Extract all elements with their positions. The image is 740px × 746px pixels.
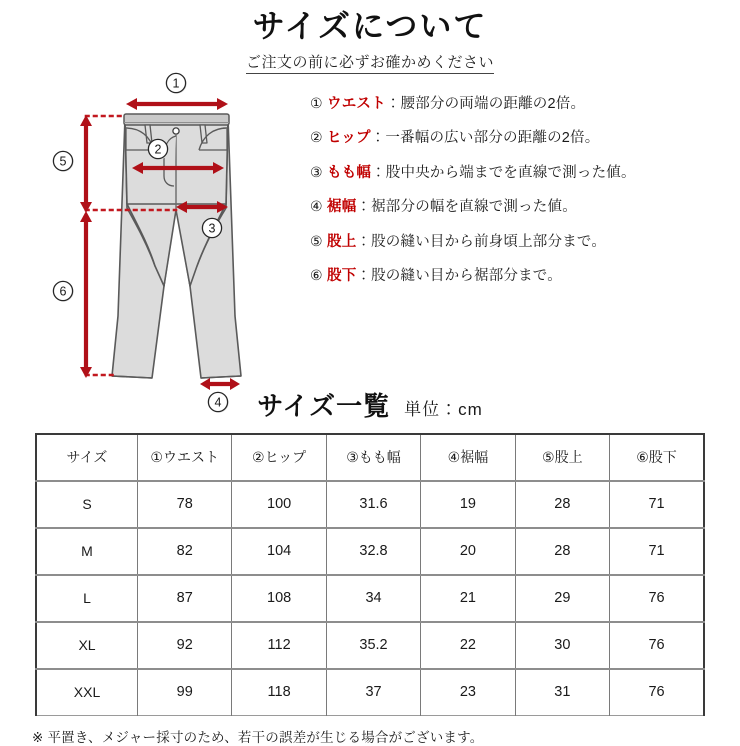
jeans-diagram bbox=[40, 76, 320, 410]
size-table-body bbox=[36, 481, 704, 716]
marker-6 bbox=[53, 281, 73, 301]
cell-thigh: 34 bbox=[326, 575, 420, 622]
cell-thigh: 32.8 bbox=[326, 528, 420, 575]
cell-inseam: 76 bbox=[610, 575, 704, 622]
size-table-unit: 単位：cm bbox=[404, 399, 483, 419]
legend-number-5: ⑤ bbox=[310, 232, 323, 249]
legend-item-inseam bbox=[310, 268, 730, 284]
cell-hem: 22 bbox=[421, 622, 515, 669]
cell-rise: 29 bbox=[515, 575, 609, 622]
cell-rise: 28 bbox=[515, 528, 609, 575]
cell-hem: 20 bbox=[421, 528, 515, 575]
cell-hem: 19 bbox=[421, 481, 515, 528]
cell-size: XL bbox=[36, 622, 138, 669]
cell-size: XXL bbox=[36, 669, 138, 716]
arrowhead-rise-top bbox=[80, 115, 92, 126]
legend-term-hip: ヒップ bbox=[327, 130, 371, 147]
legend-term-thigh: もも幅 bbox=[327, 164, 372, 181]
marker-5 bbox=[53, 151, 73, 171]
cell-waist: 99 bbox=[138, 669, 232, 716]
col-header-hem: ④裾幅 bbox=[421, 434, 515, 481]
cell-rise: 31 bbox=[515, 669, 609, 716]
cell-waist: 92 bbox=[138, 622, 232, 669]
cell-thigh: 31.6 bbox=[326, 481, 420, 528]
col-header-hip: ②ヒップ bbox=[232, 434, 326, 481]
cell-waist: 82 bbox=[138, 528, 232, 575]
page-title: サイズについて bbox=[252, 8, 488, 44]
size-table-wrapper bbox=[35, 433, 705, 716]
legend-desc-thigh: ：股中央から端までを直線で測った値。 bbox=[371, 164, 636, 181]
cell-rise: 28 bbox=[515, 481, 609, 528]
legend-item-rise bbox=[310, 234, 730, 250]
page-subtitle-wrap bbox=[0, 45, 740, 74]
cell-size: L bbox=[36, 575, 138, 622]
cell-hem: 21 bbox=[421, 575, 515, 622]
measurement-footnote: ※ 平置き、メジャー採寸のため、若干の誤差が生じる場合がございます。 bbox=[32, 729, 484, 745]
cell-hip: 112 bbox=[232, 622, 326, 669]
col-header-inseam: ⑥股下 bbox=[610, 434, 704, 481]
legend-number-3: ③ bbox=[310, 163, 323, 180]
marker-1 bbox=[166, 73, 186, 93]
legend-desc-inseam: ：股の縫い目から裾部分まで。 bbox=[356, 268, 562, 285]
svg-text:3: 3 bbox=[208, 221, 216, 236]
cell-thigh: 35.2 bbox=[326, 622, 420, 669]
cell-inseam: 76 bbox=[610, 622, 704, 669]
legend-term-waist: ウエスト bbox=[327, 95, 386, 112]
legend-term-rise: 股上 bbox=[327, 233, 357, 250]
arrowhead-inseam-top bbox=[80, 211, 92, 222]
cell-hip: 108 bbox=[232, 575, 326, 622]
legend-desc-waist: ：腰部分の両端の距離の2倍。 bbox=[385, 95, 586, 112]
col-header-rise: ⑤股上 bbox=[515, 434, 609, 481]
jeans-illustration bbox=[112, 114, 241, 378]
marker-2 bbox=[148, 139, 168, 159]
legend-item-waist bbox=[310, 96, 730, 112]
col-header-thigh: ③もも幅 bbox=[326, 434, 420, 481]
legend-term-inseam: 股下 bbox=[327, 268, 357, 285]
svg-text:2: 2 bbox=[154, 142, 162, 157]
size-table-heading bbox=[0, 386, 740, 423]
col-header-size: サイズ bbox=[36, 434, 138, 481]
legend-number-4: ④ bbox=[310, 198, 323, 215]
table-row bbox=[36, 481, 704, 528]
table-row bbox=[36, 528, 704, 575]
table-row bbox=[36, 669, 704, 716]
cell-hip: 118 bbox=[232, 669, 326, 716]
cell-hip: 104 bbox=[232, 528, 326, 575]
svg-text:1: 1 bbox=[172, 76, 180, 91]
legend-desc-hip: ：一番幅の広い部分の距離の2倍。 bbox=[370, 130, 600, 147]
table-row bbox=[36, 575, 704, 622]
cell-rise: 30 bbox=[515, 622, 609, 669]
cell-inseam: 71 bbox=[610, 481, 704, 528]
legend-number-2: ② bbox=[310, 129, 323, 146]
legend-desc-hem: ：裾部分の幅を直線で測った値。 bbox=[356, 199, 577, 216]
page-subtitle: ご注文の前に必ずお確かめください bbox=[246, 51, 494, 74]
legend-number-1: ① bbox=[310, 94, 323, 111]
size-table bbox=[35, 433, 705, 716]
legend-desc-rise: ：股の縫い目から前身頃上部分まで。 bbox=[356, 233, 607, 250]
cell-size: M bbox=[36, 528, 138, 575]
legend-number-6: ⑥ bbox=[310, 267, 323, 284]
legend-item-hip bbox=[310, 130, 730, 146]
legend-item-hem bbox=[310, 199, 730, 215]
cell-waist: 78 bbox=[138, 481, 232, 528]
page-header bbox=[0, 0, 740, 74]
svg-text:6: 6 bbox=[59, 284, 67, 299]
size-table-title: サイズ一覧 bbox=[257, 390, 391, 421]
measurement-legend bbox=[310, 96, 730, 303]
cell-thigh: 37 bbox=[326, 669, 420, 716]
col-header-waist: ①ウエスト bbox=[138, 434, 232, 481]
cell-hip: 100 bbox=[232, 481, 326, 528]
marker-3 bbox=[202, 218, 222, 238]
svg-text:5: 5 bbox=[59, 154, 67, 169]
arrowhead-inseam-bottom bbox=[80, 367, 92, 378]
arrowhead-waist-left bbox=[126, 98, 137, 110]
table-header-row bbox=[36, 434, 704, 481]
table-row bbox=[36, 622, 704, 669]
legend-term-hem: 裾幅 bbox=[327, 199, 357, 216]
cell-inseam: 76 bbox=[648, 684, 665, 701]
cell-size: S bbox=[36, 481, 138, 528]
cell-waist: 87 bbox=[138, 575, 232, 622]
cell-hem: 23 bbox=[421, 669, 515, 716]
legend-item-thigh bbox=[310, 165, 730, 181]
marker-4 bbox=[208, 392, 228, 412]
svg-text:4: 4 bbox=[214, 395, 222, 410]
arrowhead-waist-right bbox=[217, 98, 228, 110]
cell-inseam: 71 bbox=[610, 528, 704, 575]
size-table-head bbox=[36, 434, 704, 481]
